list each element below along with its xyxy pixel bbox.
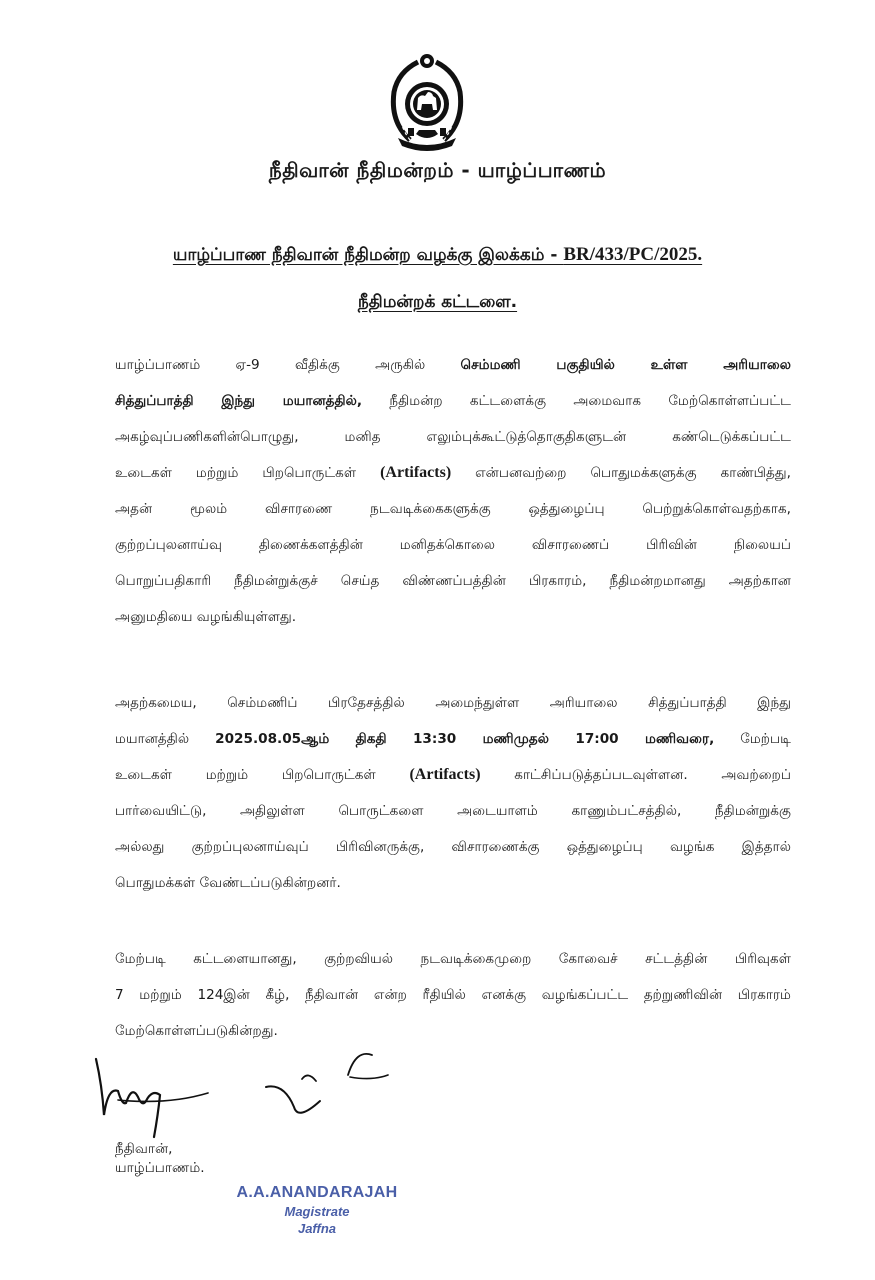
stamp-place: Jaffna [297, 1221, 337, 1236]
paragraph-line [115, 347, 791, 383]
bold-text-run: சித்துப்பாத்தி இந்து மயானத்தில், [115, 393, 363, 409]
text-run: உடைகள் மற்றும் பிறபொருட்கள் [115, 767, 410, 783]
case-number-heading [0, 244, 875, 267]
paragraph-line [115, 455, 791, 491]
paragraph-line: மேற்படி கட்டளையானது, குற்றவியல் நடவடிக்கைமுறை கோவைச் சட்டத்தின் பிரிவுகள் [115, 951, 791, 967]
text-run: நீதிமன்ற கட்டளைக்கு அமைவாக மேற்கொள்ளப்பட்ட [362, 393, 791, 409]
paragraph-line: அல்லது குற்றப்புலனாய்வுப் பிரிவினருக்கு, விசாரணைக்கு ஒத்துழைப்பு வழங்க இத்தால் [115, 839, 791, 855]
case-number: BR/433/PC/2025. [563, 244, 703, 265]
paragraph-line: அதன் மூலம் விசாரணை நடவடிக்கைகளுக்கு ஒத்துழைப்பு பெற்றுக்கொள்வதற்காக, [115, 501, 791, 517]
stamp-role: Magistrate [284, 1204, 350, 1219]
paragraph-1 [115, 347, 791, 635]
signatory-title-line-2: யாழ்ப்பாணம். [115, 1160, 205, 1176]
paragraph-line: பொதுமக்கள் வேண்டப்படுகின்றனர். [115, 875, 341, 891]
paragraph-2 [115, 685, 791, 901]
text-run: மயானத்தில் [115, 731, 216, 747]
artifacts-term: (Artifacts) [409, 766, 481, 783]
stamp-name: A.A.ANANDARAJAH [236, 1184, 398, 1201]
paragraph-line: அனுமதியை வழங்கியுள்ளது. [115, 609, 297, 625]
paragraph-line [115, 383, 791, 419]
date-time-bold: 2025.08.05ஆம் திகதி 13:30 மணிமுதல் 17:00 மணிவரை, [215, 731, 715, 747]
text-run: மேற்படி [714, 731, 791, 747]
paragraph-3 [115, 941, 791, 1049]
paragraph-line [115, 757, 791, 793]
paragraph-line: பார்வையிட்டு, அதிலுள்ள பொருட்களை அடையாளம் காணும்பட்சத்தில், நீதிமன்றுக்கு [115, 803, 791, 819]
bold-text-run: செம்மணி பகுதியில் உள்ள அரியாலை [460, 357, 791, 373]
order-title: நீதிமன்றக் கட்டளை. [357, 292, 518, 312]
paragraph-line: குற்றப்புலனாய்வு திணைக்களத்தின் மனிதக்கொலை விசாரணைப் பிரிவின் நிலையப் [115, 537, 791, 553]
paragraph-line [115, 721, 791, 757]
text-run: உடைகள் மற்றும் பிறபொருட்கள் [115, 465, 381, 481]
text-run: காட்சிப்படுத்தப்படவுள்ளன. அவற்றைப் [480, 767, 791, 783]
paragraph-line: பொறுப்பதிகாரி நீதிமன்றுக்குச் செய்த விண்ணப்பத்தின் பிரகாரம், நீதிமன்றமானது அதற்கான [115, 573, 791, 589]
paragraph-line: 7 மற்றும் 124இன் கீழ், நீதிவான் என்ற ரீதியில் எனக்கு வழங்கப்பட்ட தற்றுணிவின் பிரகாரம் [115, 987, 791, 1003]
paragraph-line: அகழ்வுப்பணிகளின்பொழுது, மனித எலும்புக்கூட்டுத்தொகுதிகளுடன் கண்டெடுக்கப்பட்ட [115, 429, 791, 445]
state-emblem-icon [388, 52, 466, 152]
paragraph-line: மேற்கொள்ளப்படுகின்றது. [115, 1023, 278, 1039]
artifacts-term: (Artifacts) [380, 464, 452, 481]
signatory-title [115, 1140, 205, 1178]
case-heading-prefix: யாழ்ப்பாண நீதிவான் நீதிமன்ற வழக்கு இலக்கம் - [172, 245, 564, 265]
magistrate-stamp [222, 1183, 412, 1237]
text-run: யாழ்ப்பாணம் ஏ-9 வீதிக்கு அருகில் [115, 357, 461, 373]
handwritten-signature [88, 1045, 408, 1140]
court-title: நீதிவான் நீதிமன்றம் - யாழ்ப்பாணம் [268, 158, 607, 182]
signatory-title-line-1: நீதிவான், [115, 1141, 173, 1157]
text-run: என்பனவற்றை பொதுமக்களுக்கு காண்பித்து, [451, 465, 791, 481]
paragraph-line: அதற்கமைய, செம்மணிப் பிரதேசத்தில் அமைந்துள்ள அரியாலை சித்துப்பாத்தி இந்து [115, 695, 791, 711]
